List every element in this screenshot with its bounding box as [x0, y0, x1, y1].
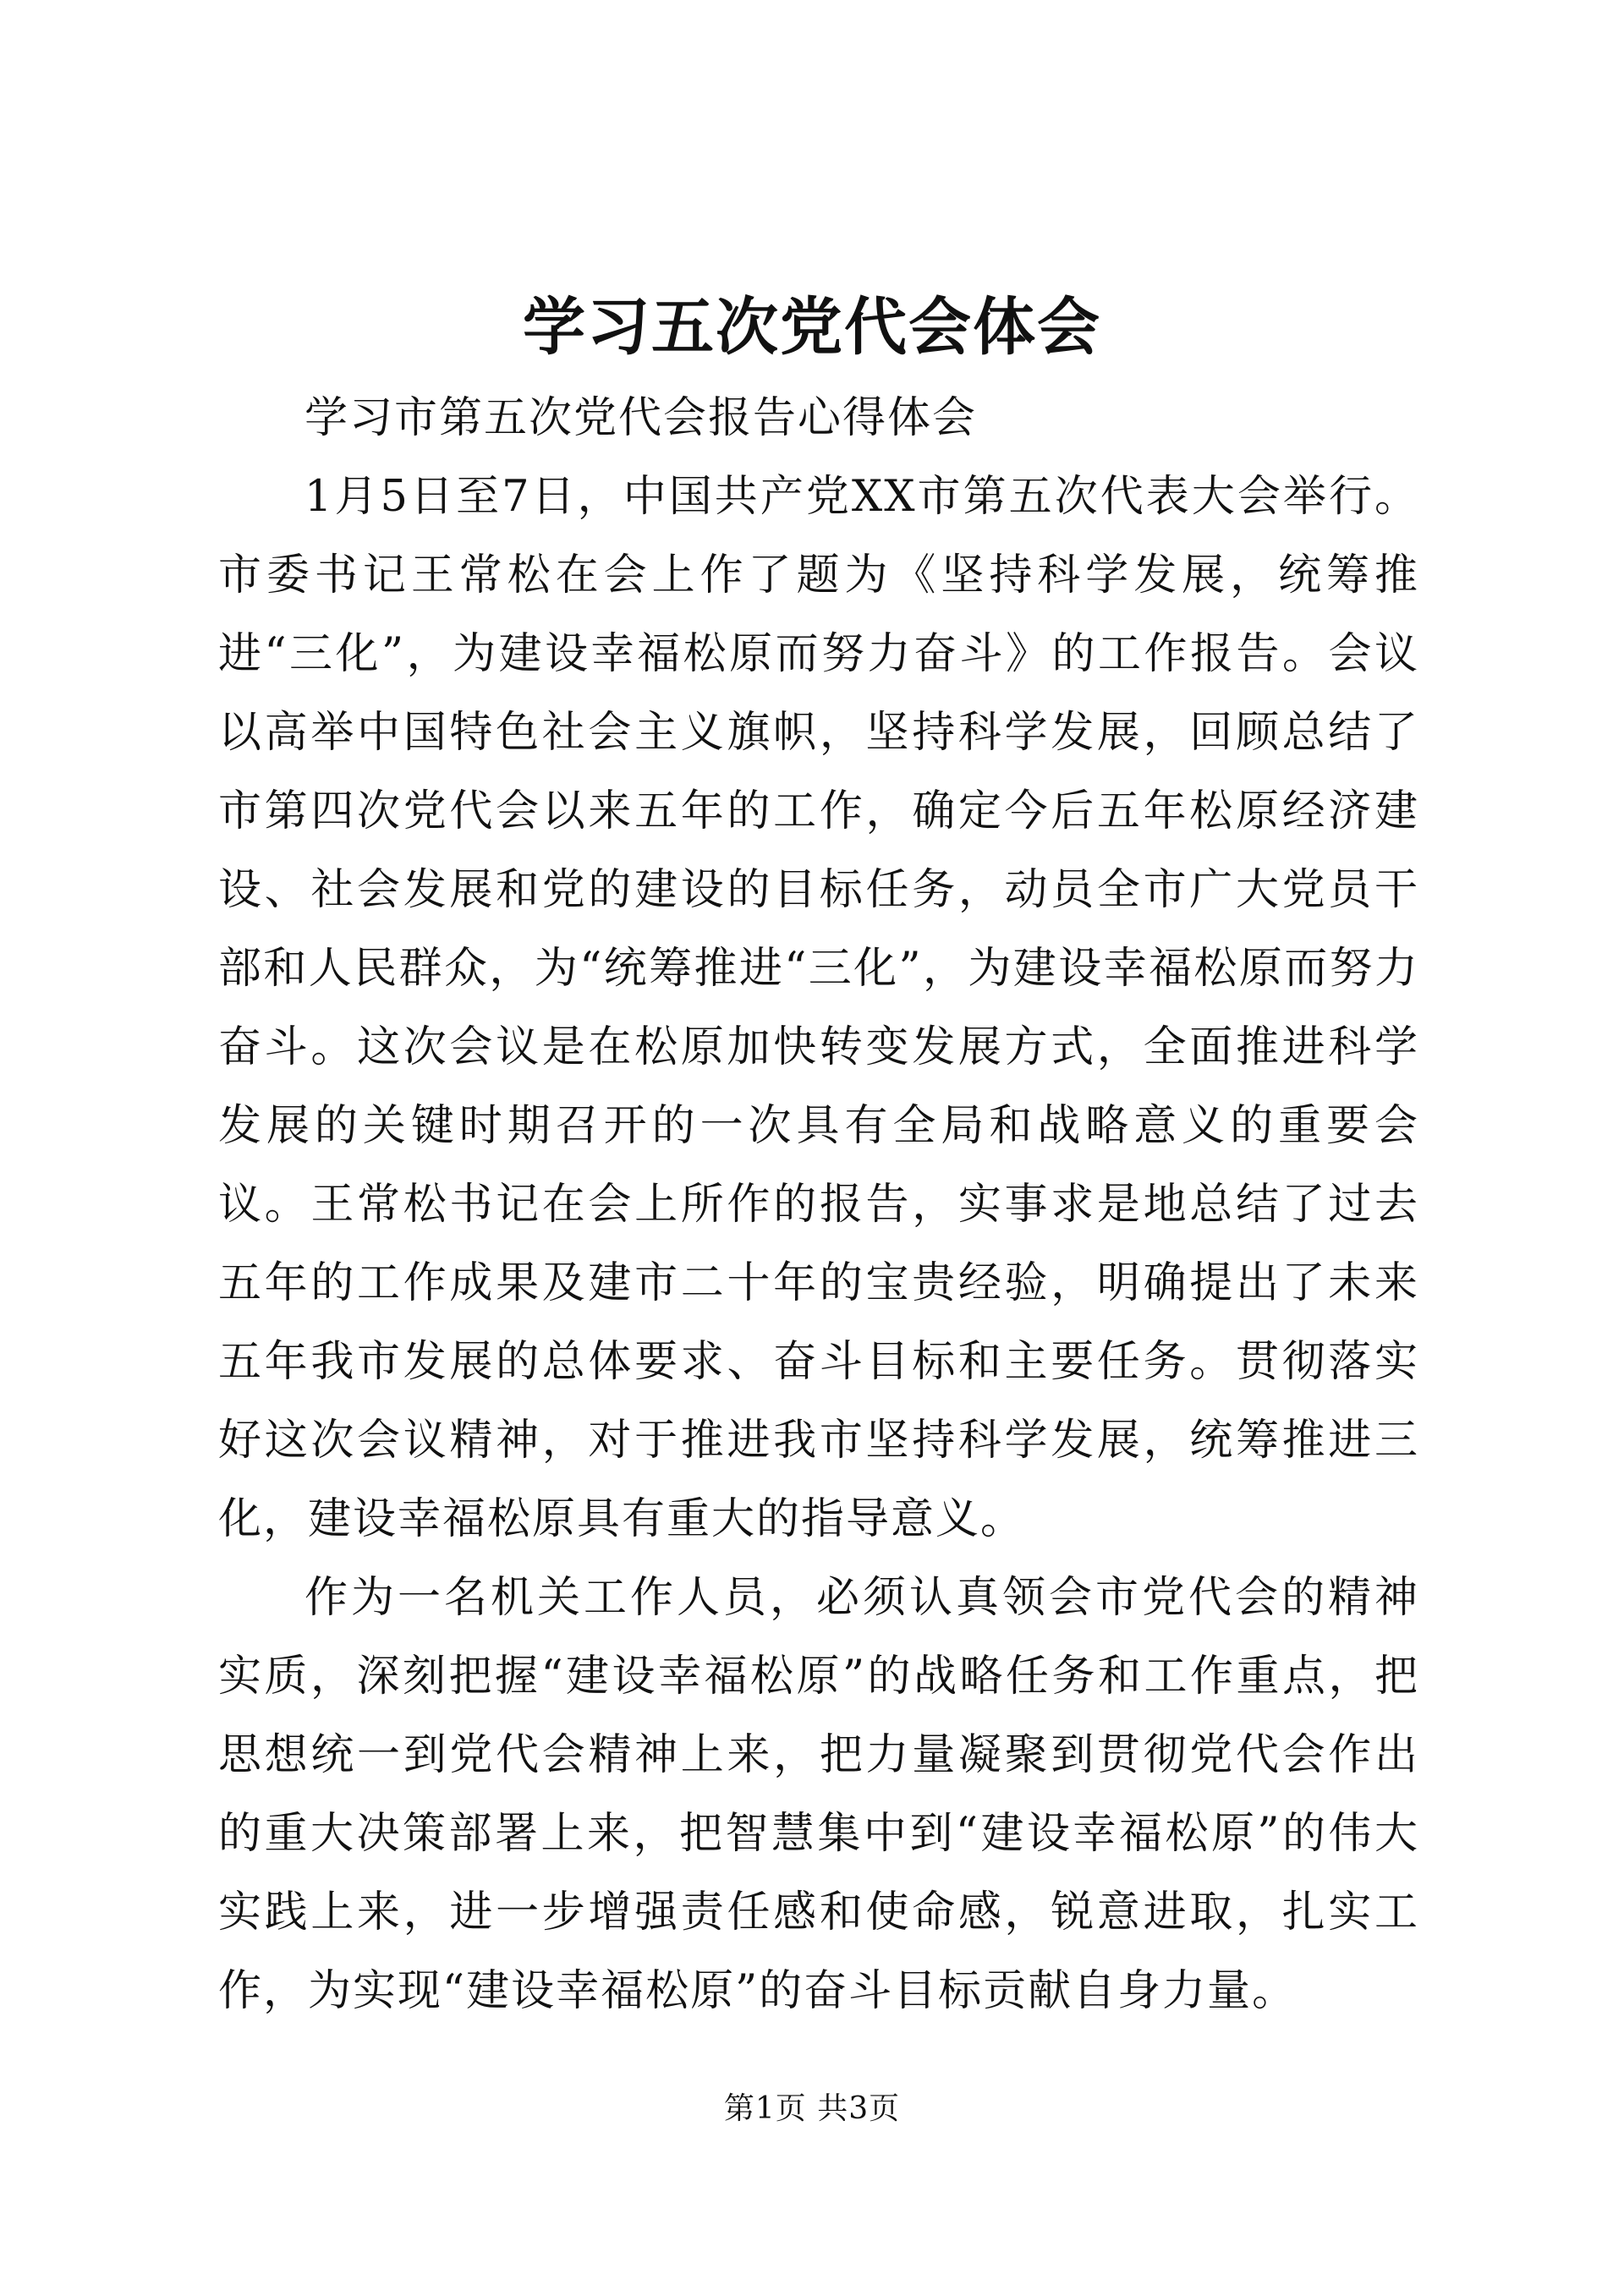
document-title: 学习五次党代会体会 — [523, 291, 1101, 364]
paragraph-personal-reflection: 作为一名机关工作人员，必须认真领会市党代会的精神实质，深刻把握“建设幸福松原”的战略任务和工作重点，把思想统一到党代会精神上来，把力量凝聚到贯彻党代会作出的重大决策部署上来，把智慧集中到“建设幸福松原”的伟大实践上来，进一步增强责任感和使命感，锐意进取，扎实工作，为实现“建设幸福松原”的奋斗目标贡献自身力量。 — [218, 1573, 1419, 2016]
paragraph-subtitle: 学习市第五次党代会报告心得体会 — [304, 393, 978, 443]
paragraph-meeting-summary: 1月5日至7日，中国共产党XX市第五次代表大会举行。市委书记王常松在会上作了题为《坚持科学发展，统筹推进“三化”，为建设幸福松原而努力奋斗》的工作报告。会议以高举中国特色社会主义旗帜，坚持科学发展，回顾总结了市第四次党代会以来五年的工作，确定今后五年松原经济建设、社会发展和党的建设的目标任务，动员全市广大党员干部和人民群众，为“统筹推进“三化”，为建设幸福松原而努力奋斗。这次会议是在松原加快转变发展方式，全面推进科学发展的关键时期召开的一次具有全局和战略意义的重要会议。王常松书记在会上所作的报告，实事求是地总结了过去五年的工作成果及建市二十年的宝贵经验，明确提出了未来五年我市发展的总体要求、奋斗目标和主要任务。贯彻落实好这次会议精神，对于推进我市坚持科学发展，统筹推进三化，建设幸福松原具有重大的指导意义。 — [218, 472, 1419, 1544]
page-number: 第1页 共3页 — [723, 2091, 901, 2126]
document-body — [218, 379, 1419, 2030]
